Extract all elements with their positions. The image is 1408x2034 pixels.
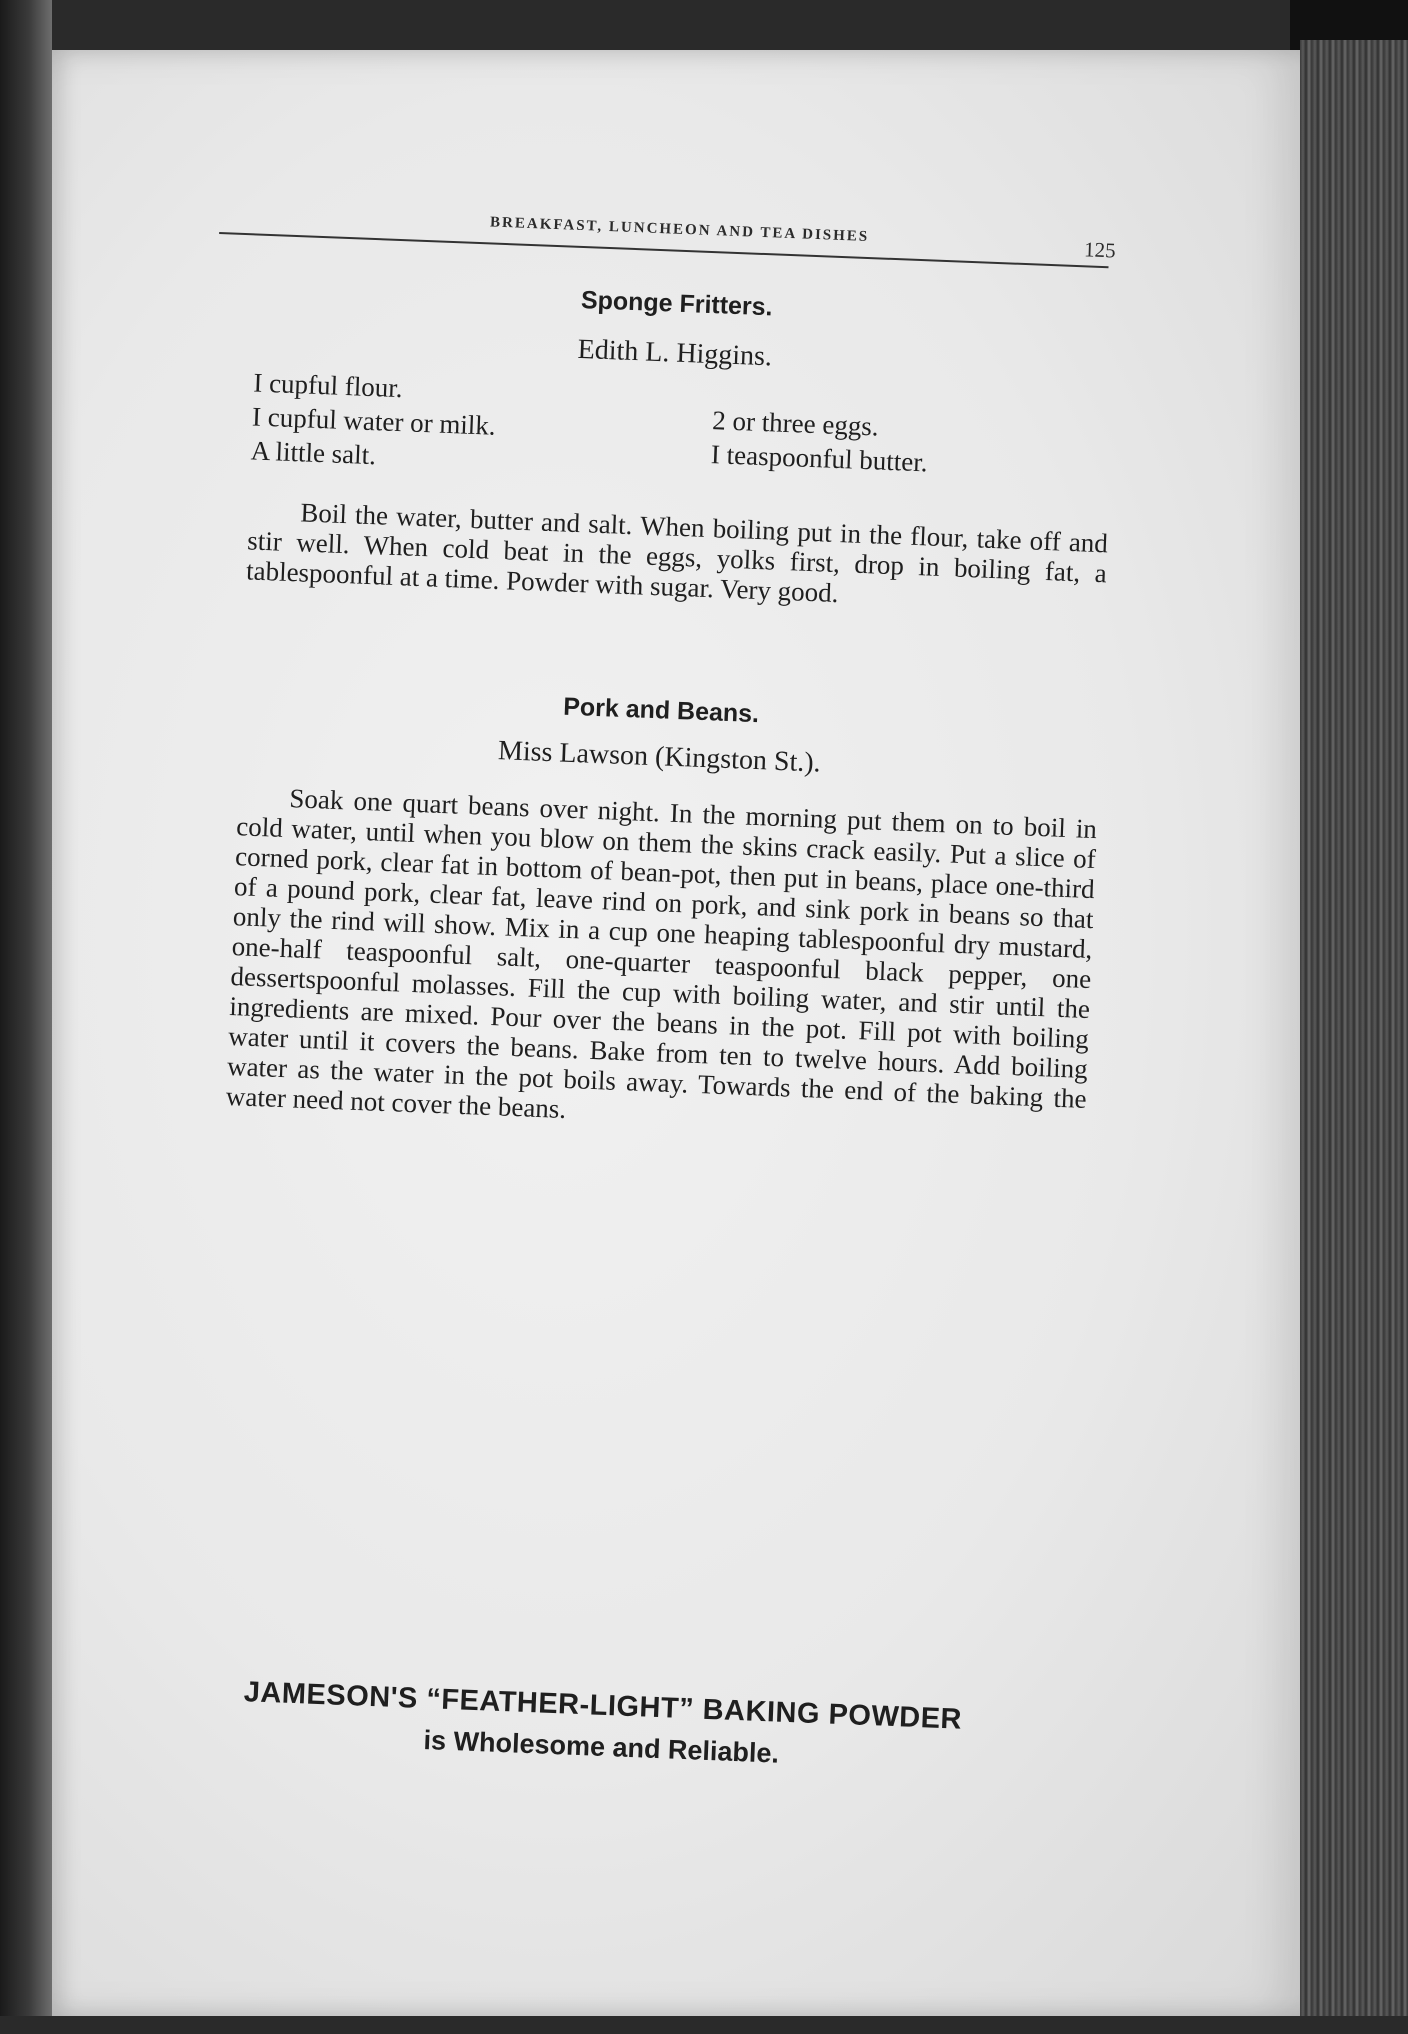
recipe-author: Edith L. Higgins. <box>577 333 773 373</box>
recipe-method-sponge-fritters: Boil the water, butter and salt. When boiling put in the flour, take off and stir well. When cold beat in the eggs, yolks first, drop in boiling fat, a tablespoonful at a time. Powder with sugar. Very good. <box>245 497 1109 609</box>
ingredients-left <box>250 365 497 476</box>
recipe-title-sponge-fritters: Sponge Fritters. <box>580 285 774 322</box>
recipe-author: Miss Lawson (Kingston St.). <box>497 735 822 779</box>
ingredient-item: I cupful water or milk. <box>251 401 497 441</box>
ingredient-item: A little salt. <box>250 435 377 471</box>
ingredient-item: 2 or three eggs. <box>711 405 880 442</box>
page-edges <box>1300 40 1408 2016</box>
running-head: BREAKFAST, LUNCHEON AND TEA DISHES <box>489 214 870 245</box>
ingredient-item: I cupful flour. <box>252 367 404 404</box>
ingredients-right <box>710 403 929 479</box>
page-number: 125 <box>1083 237 1117 263</box>
recipe-title-pork-and-beans: Pork and Beans. <box>562 692 760 729</box>
page-content <box>81 0 1158 2034</box>
ingredient-item: I teaspoonful butter. <box>710 439 929 478</box>
book-cover-left <box>0 0 52 2016</box>
advertisement-tagline: is Wholesome and Reliable. <box>423 1725 780 1769</box>
advertisement-headline: JAMESON'S “FEATHER-LIGHT” BAKING POWDER <box>243 1676 963 1736</box>
recipe-method-pork-and-beans: Soak one quart beans over night. In the morning put them on to boil in cold water, until when you blow on them the skins crack easily. Put a slice of corned pork, clear fat in bottom of bean-pot, then put in beans, place one-third of a pound pork, clear fat, leave rind on pork, and sink pork in beans so that only the rind will show. Mix in a cup one heaping tablespoonful dry mustard, one-half teaspoonful salt, one-quarter teaspoonful black pepper, one dessertspoonful molasses. Fill the cup with boiling water, and stir until the ingredients are mixed. Pour over the beans in the pot. Fill pot with boiling water until it covers the beans. Bake from ten to twelve hours. Add boiling water as the water in the pot boils away. Towards the end of the baking the water need not cover the beans. <box>225 783 1098 1125</box>
